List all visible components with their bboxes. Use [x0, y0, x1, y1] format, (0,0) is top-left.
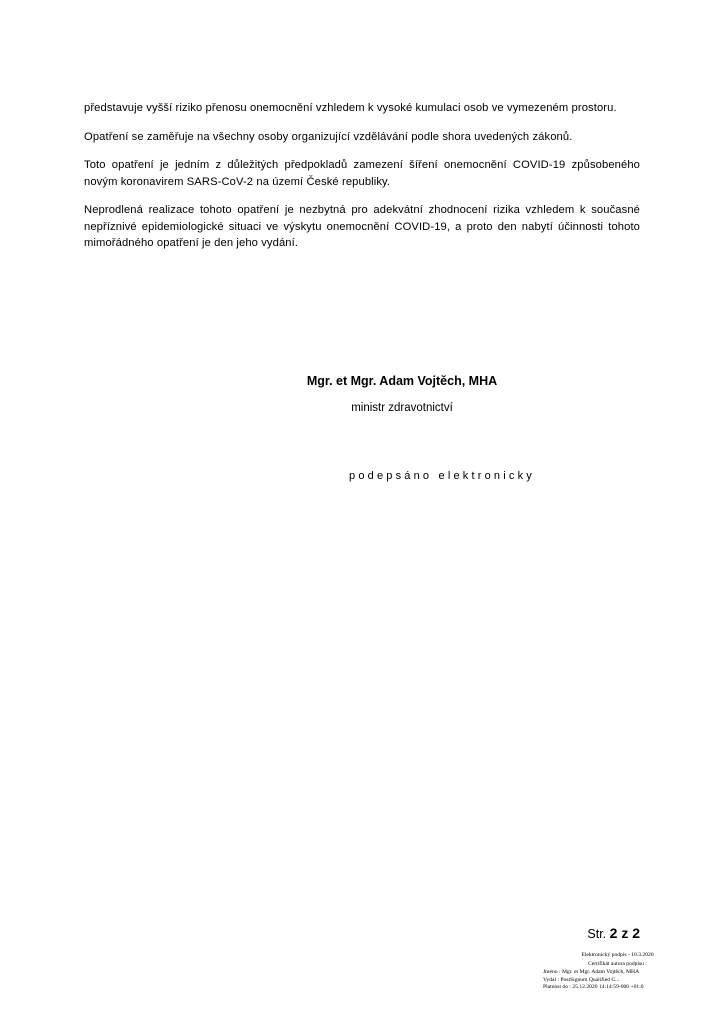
- paragraph-1: představuje vyšší riziko přenosu onemocnění vzhledem k vysoké kumulaci osob ve vymezeném prostoru.: [84, 102, 617, 114]
- certificate-signature-date: Elektronický podpis - 10.3.2020: [581, 952, 654, 958]
- certificate-validity: Platnost do : 25.12.2020 14:14:59-000 +01:0: [543, 984, 644, 991]
- signatory-role: ministr zdravotnictví: [351, 402, 453, 414]
- page-number-value: 2 z 2: [609, 925, 640, 941]
- page-number-label: Str.: [587, 927, 607, 941]
- signatory-name: Mgr. et Mgr. Adam Vojtěch, MHA: [306, 374, 498, 388]
- paragraph-3: Toto opatření je jedním z důležitých předpokladů zamezení šíření onemocnění COVID-19 způsobeného novým koronavirem SARS-CoV-2 na území České republiky.: [84, 159, 640, 188]
- certificate-name: Jméno : Mgr. et Mgr. Adam Vojtěch, MHA: [543, 969, 640, 976]
- signature-block: [84, 372, 640, 416]
- page-number: [587, 925, 640, 941]
- electronic-signature-note: podepsáno elektronicky: [349, 470, 535, 482]
- certificate-issuer: Vydal : PostSignum Qualified C...: [543, 976, 620, 983]
- paragraph-2: Opatření se zaměřuje na všechny osoby organizující vzdělávání podle shora uvedených zákonů.: [84, 130, 573, 143]
- digital-signature-certificate: [515, 952, 720, 992]
- paragraph-4: Neprodlená realizace tohoto opatření je nezbytná pro adekvátní zhodnocení rizika vzhledem k současné nepříznivé epidemiologické situaci ve výskytu onemocnění COVID-19, a proto den nabytí účinnosti tohoto mimořádného opatření je den jeho vydání.: [84, 204, 640, 249]
- certificate-heading: Certifikát autora podpisu :: [588, 960, 647, 967]
- document-body: [84, 100, 640, 264]
